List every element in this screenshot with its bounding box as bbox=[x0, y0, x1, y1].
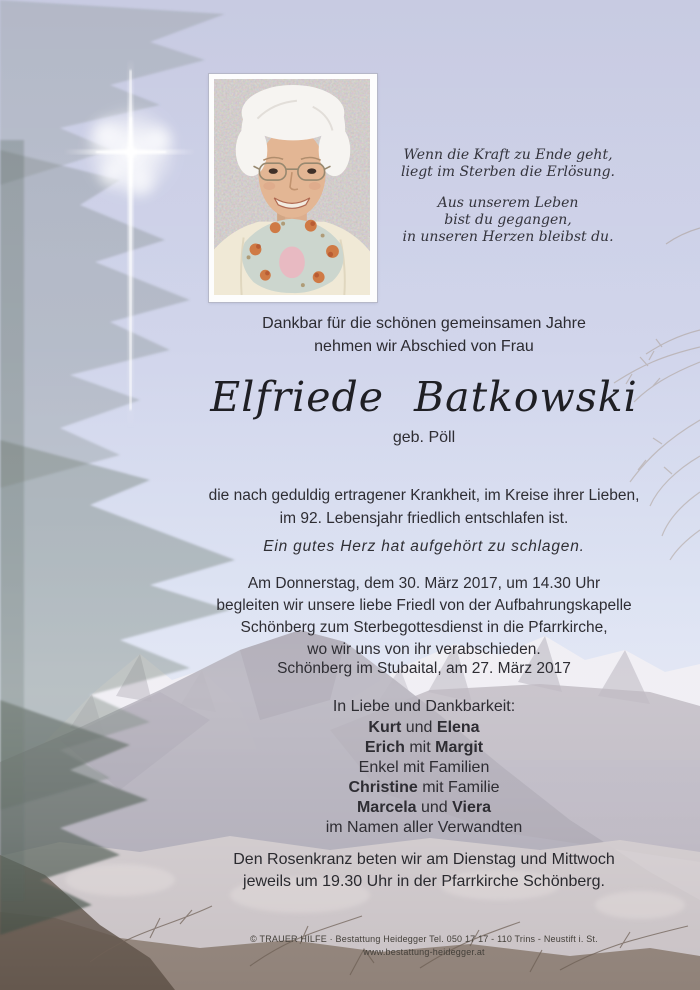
portrait-illustration bbox=[214, 79, 370, 295]
verse-line: bist du gegangen, bbox=[444, 212, 572, 228]
place-dateline: Schönberg im Stubaital, am 27. März 2017 bbox=[277, 660, 571, 677]
notice-line: im 92. Lebensjahr friedlich entschlafen ist. bbox=[279, 510, 569, 527]
deceased-name: Elfriede Batkowski bbox=[210, 373, 638, 421]
rosary-notice bbox=[146, 849, 700, 892]
intro-line: Dankbar für die schönen gemeinsamen Jahre bbox=[262, 315, 586, 332]
verse-stanza-1 bbox=[394, 147, 622, 181]
verse-line: Wenn die Kraft zu Ende geht, bbox=[403, 147, 613, 163]
mourner-line: Marcela und Viera bbox=[356, 799, 492, 816]
rosary-line: jeweils um 19.30 Uhr in der Pfarrkirche Schönberg. bbox=[243, 872, 605, 890]
funeral-details bbox=[146, 573, 700, 661]
rosary-line: Den Rosenkranz beten wir am Dienstag und Mittwoch bbox=[233, 851, 615, 868]
mourner-line: Christine mit Familie bbox=[348, 779, 500, 796]
intro-text bbox=[146, 312, 700, 358]
footer-website: www.bestattung-heidegger.at bbox=[363, 946, 485, 957]
mourners-list bbox=[146, 718, 700, 838]
funeral-line: wo wir uns von ihr verabschieden. bbox=[307, 641, 541, 658]
verse-line: Aus unserem Leben bbox=[437, 195, 579, 211]
funeral-line: Am Donnerstag, dem 30. März 2017, um 14.30 Uhr bbox=[247, 575, 601, 592]
mourner-line: Kurt und Elena bbox=[368, 719, 480, 736]
epitaph: Ein gutes Herz hat aufgehört zu schlagen. bbox=[263, 538, 585, 555]
intro-line: nehmen wir Abschied von Frau bbox=[314, 338, 534, 355]
funeral-home-footer bbox=[146, 933, 700, 958]
verse-line: liegt im Sterben die Erlösung. bbox=[400, 164, 615, 180]
funeral-line: begleiten wir unsere liebe Friedl von der Aufbahrungskapelle bbox=[216, 597, 632, 614]
footer-line: © TRAUER HILFE · Bestattung Heidegger Tel. 050 17 17 - 110 Trins - Neustift i. St. bbox=[250, 934, 598, 944]
portrait-photo bbox=[209, 74, 377, 302]
verse-stanza-2 bbox=[394, 195, 622, 246]
mourner-line: im Namen aller Verwandten bbox=[325, 819, 523, 836]
verse-line: in unseren Herzen bleibst du. bbox=[402, 229, 614, 245]
memorial-verse bbox=[394, 147, 622, 260]
birth-name: geb. Pöll bbox=[392, 429, 456, 446]
funeral-line: Schönberg zum Sterbegottesdienst in die Pfarrkirche, bbox=[240, 619, 608, 636]
mourners-heading: In Liebe und Dankbarkeit: bbox=[332, 698, 516, 715]
mourner-line: Erich mit Margit bbox=[364, 739, 484, 756]
notice-line: die nach geduldig ertragener Krankheit, im Kreise ihrer Lieben, bbox=[208, 487, 640, 504]
mourner-line: Enkel mit Familien bbox=[358, 759, 490, 776]
death-notice bbox=[146, 484, 700, 530]
